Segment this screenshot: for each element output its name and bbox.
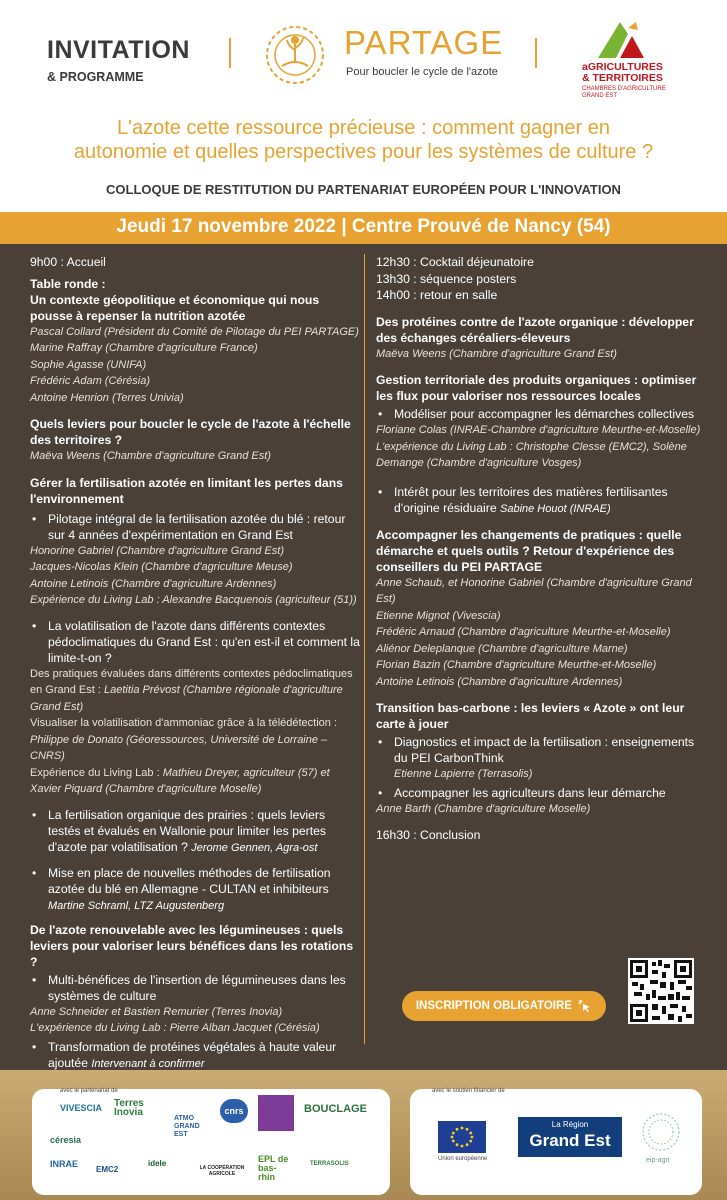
talk-item: • La volatilisation de l'azote dans différents contextes pédoclimatiques du Grand Est : qu'en est-il et comment la limite-t-on ?: [30, 618, 360, 666]
chambres-agriculture-emblem-icon: [588, 20, 658, 62]
qr-code[interactable]: [628, 958, 694, 1024]
agri-wordmark: [582, 62, 663, 84]
speaker: Frédéric Adam (Cérésia): [30, 375, 151, 387]
talk-item: • Modéliser pour accompagner les démarches collectives: [376, 406, 706, 422]
partner-logo: TERRASOLIS: [310, 1161, 349, 1167]
schedule-conclusion: 16h30 : Conclusion: [376, 828, 481, 842]
partner-logo: cnrs: [220, 1099, 248, 1123]
partner-logo-emblem: [258, 1095, 294, 1131]
partner-logo: BOUCLAGE: [304, 1103, 367, 1115]
leviers-title: Quels leviers pour boucler le cycle de l'azote à l'échelle des territoires ?: [30, 417, 351, 447]
talk-detail: [30, 666, 360, 716]
partner-logo: VIVESCIA: [60, 1103, 103, 1113]
detail-speaker: Laetitia Prévost (Chambre régionale d'agriculture Grand Est): [30, 684, 343, 713]
speaker: Antoine Henrion (Terres Univia): [30, 391, 184, 404]
partner-logo: céresia: [50, 1135, 82, 1145]
date-banner: [0, 212, 727, 244]
date-location: Jeudi 17 novembre 2022 | Centre Prouvé de Nancy (54): [116, 216, 611, 237]
right-column: [376, 254, 706, 844]
talk-item: [30, 807, 360, 856]
region-name: Grand Est: [529, 1131, 611, 1150]
talk-speaker: Sabine Houot (INRAE): [500, 502, 611, 515]
talk-speaker: Jerome Gennen, Agra-ost: [191, 841, 318, 854]
partner-logo: EMC2: [96, 1165, 119, 1174]
agri-subline: [582, 86, 666, 100]
speaker: L'expérience du Living Lab : Christophe Clesse (EMC2), Solène Demange (Chambre d'agriculture Vosges): [376, 440, 687, 469]
speaker: Floriane Colas (INRAE-Chambre d'agriculture Meurthe-et-Moselle): [376, 424, 701, 436]
title-line1: L'azote cette ressource précieuse : comment gagner en: [117, 117, 610, 139]
legumineuses-title: De l'azote renouvelable avec les légumineuses : quels leviers pour valoriser leurs bénéfices dans les rotations ?: [30, 922, 354, 969]
talk-text: Mise en place de nouvelles méthodes de fertilisation azotée du blé en Allemagne - CULTAN et inhibiteurs: [48, 865, 331, 896]
speaker: Anne Schaub, et Honorine Gabriel (Chambre d'agriculture Grand Est): [376, 576, 692, 605]
column-divider: [364, 254, 365, 1044]
speaker: L'expérience du Living Lab : Pierre Alban Jacquet (Cérésia): [30, 1022, 320, 1034]
detail-text: Visualiser la volatilisation d'ammoniac grâce à la télédétection :: [30, 717, 338, 729]
talk-item: [30, 865, 360, 914]
partner-logo: Terres Inovia: [114, 1098, 144, 1118]
partner-logo: LA COOPÉRATION AGRICOLE: [199, 1165, 245, 1177]
agri-line3: CHAMBRES D'AGRICULTURE: [582, 86, 666, 92]
colloque-subtitle: COLLOQUE DE RESTITUTION DU PARTENARIAT EUROPÉEN POUR L'INNOVATION: [106, 182, 621, 197]
region-label: La Région: [551, 1120, 589, 1129]
talk-text: Transformation de protéines végétales à haute valeur ajoutée: [48, 1039, 337, 1070]
schedule-item: 12h30 : Cocktail déjeunatoire: [376, 255, 534, 269]
partage-tagline: Pour boucler le cycle de l'azote: [346, 66, 498, 78]
talk-detail: [30, 765, 360, 798]
table-ronde-title: Table ronde :: [30, 276, 106, 291]
cursor-click-icon: [578, 999, 592, 1013]
speaker: Marine Raffray (Chambre d'agriculture France): [30, 342, 258, 354]
fertilisation-title: Gérer la fertilisation azotée en limitant les pertes dans l'environnement: [30, 475, 343, 506]
talk-item: • Multi-bénéfices de l'insertion de légumineuses dans les systèmes de culture: [30, 972, 360, 1004]
agri-line2: & TERRITOIRES: [582, 72, 663, 84]
eu-label: Union européenne: [438, 1156, 488, 1162]
speaker: Frédéric Arnaud (Chambre d'agriculture Meurthe-et-Moselle): [376, 626, 671, 638]
talk-item: • Diagnostics et impact de la fertilisation : enseignements du PEI CarbonThink: [376, 734, 706, 766]
partage-emblem-icon: [262, 22, 328, 88]
partner-logo: idele: [148, 1159, 167, 1168]
chambres-agriculture-logo: [580, 20, 690, 110]
detail-text: Expérience du Living Lab :: [30, 766, 160, 779]
talk-item: [30, 1039, 360, 1072]
separator: [229, 38, 231, 68]
eip-label: eip-agri: [646, 1157, 670, 1164]
funders-panel: [410, 1089, 702, 1195]
speaker: Honorine Gabriel (Chambre d'agriculture Grand Est): [30, 544, 284, 557]
title-line2: autonomie et quelles perspectives pour les systèmes de culture ?: [73, 141, 654, 163]
proteines-title: Des protéines contre de l'azote organique : développer des échanges céréaliers-éleveurs: [376, 314, 694, 345]
gestion-title: Gestion territoriale des produits organiques : optimiser les flux pour valoriser nos ressources locales: [376, 373, 697, 403]
talk-item: • Pilotage intégral de la fertilisation azotée du blé : retour sur 4 années d'expérimentation en Grand Est: [30, 511, 360, 543]
partners-panel: [32, 1089, 390, 1195]
speaker: Expérience du Living Lab : Alexandre Bacquenois (agriculteur (51)): [30, 594, 357, 606]
inscription-button[interactable]: [402, 991, 606, 1021]
programme-label: & PROGRAMME: [47, 70, 144, 84]
region-grand-est-logo: [518, 1117, 622, 1157]
invitation-title: INVITATION: [47, 36, 190, 64]
partner-logo: INRAE: [50, 1159, 79, 1169]
speaker: Sophie Agasse (UNIFA): [30, 358, 147, 371]
programme-body: [0, 244, 727, 1070]
speaker: Anne Schneider et Bastien Remurier (Terres Inovia): [30, 1005, 283, 1018]
talk-text: La fertilisation organique des prairies : quels leviers testés et évalués en Wallonie pour limiter les pertes d'azote par volatilisation ?: [48, 807, 326, 854]
detail-text: Des pratiques évaluées dans différents contextes pédoclimatiques en Grand Est :: [30, 667, 353, 696]
speaker: Antoine Letinois (Chambre d'agriculture Ardennes): [376, 675, 623, 688]
left-column: [30, 254, 360, 1072]
colloque-title: [0, 116, 727, 164]
talk-item: [376, 484, 706, 517]
talk-detail: [30, 715, 360, 765]
schedule-accueil: 9h00 : Accueil: [30, 255, 106, 269]
speaker: Maëva Weens (Chambre d'agriculture Grand Est): [376, 347, 617, 360]
speaker: Antoine Letinois (Chambre d'agriculture Ardennes): [30, 577, 277, 590]
partage-logo: [262, 22, 504, 88]
speaker: Etienne Lapierre (Terrasolis): [394, 768, 533, 780]
talk-text: Intérêt pour les territoires des matières fertilisantes d'origine résiduaire: [394, 484, 668, 515]
transition-title: Transition bas-carbone : les leviers « Azote » ont leur carte à jouer: [376, 701, 685, 731]
talk-speaker: Intervenant à confirmer: [91, 1057, 205, 1070]
schedule-item: 13h30 : séquence posters: [376, 271, 517, 286]
agri-line4: GRAND EST: [582, 93, 618, 99]
partners-label: avec le partenariat de: [60, 1088, 118, 1094]
separator: [535, 38, 537, 68]
speaker: Aliénor Deleplanque (Chambre d'agriculture Marne): [376, 642, 628, 655]
schedule-item: 14h00 : retour en salle: [376, 288, 498, 302]
partner-logo: ATMO GRAND EST: [174, 1115, 200, 1138]
speaker: Pascal Collard (Président du Comité de Pilotage du PEI PARTAGE): [30, 325, 359, 338]
speaker: Etienne Mignot (Vivescia): [376, 609, 501, 622]
inscription-label: INSCRIPTION OBLIGATOIRE: [415, 1000, 572, 1012]
header: [0, 0, 727, 212]
eu-flag-icon: [438, 1121, 486, 1153]
speaker: Anne Barth (Chambre d'agriculture Moselle): [376, 802, 591, 815]
speaker: Florian Bazin (Chambre d'agriculture Meurthe-et-Moselle): [376, 659, 657, 671]
partage-wordmark: PARTAGE: [344, 24, 504, 61]
funders-label: avec le soutien financier de: [432, 1088, 505, 1094]
speaker: Maëva Weens (Chambre d'agriculture Grand Est): [30, 450, 271, 462]
eip-agri-logo-icon: [638, 1109, 684, 1155]
talk-item: • Accompagner les agriculteurs dans leur démarche: [376, 785, 706, 801]
detail-speaker: Philippe de Donato (Géoressources, Université de Lorraine – CNRS): [30, 733, 328, 762]
speaker: Jacques-Nicolas Klein (Chambre d'agriculture Meuse): [30, 561, 293, 573]
agri-line1: aGRICULTURES: [582, 61, 663, 73]
table-ronde-subtitle: Un contexte géopolitique et économique qui nous pousse à repenser la nutrition azotée: [30, 292, 320, 323]
accompagner-title: Accompagner les changements de pratiques : quelle démarche et quels outils ? Retour d'expérience des conseillers du PEI PARTAGE: [376, 527, 682, 574]
talk-speaker: Martine Schraml, LTZ Augustenberg: [48, 899, 225, 912]
partner-logo: EPL de bas-rhin: [258, 1154, 289, 1182]
detail-speaker: Mathieu Dreyer, agriculteur (57) et Xavier Piquard (Chambre d'agriculture Moselle): [30, 766, 330, 795]
